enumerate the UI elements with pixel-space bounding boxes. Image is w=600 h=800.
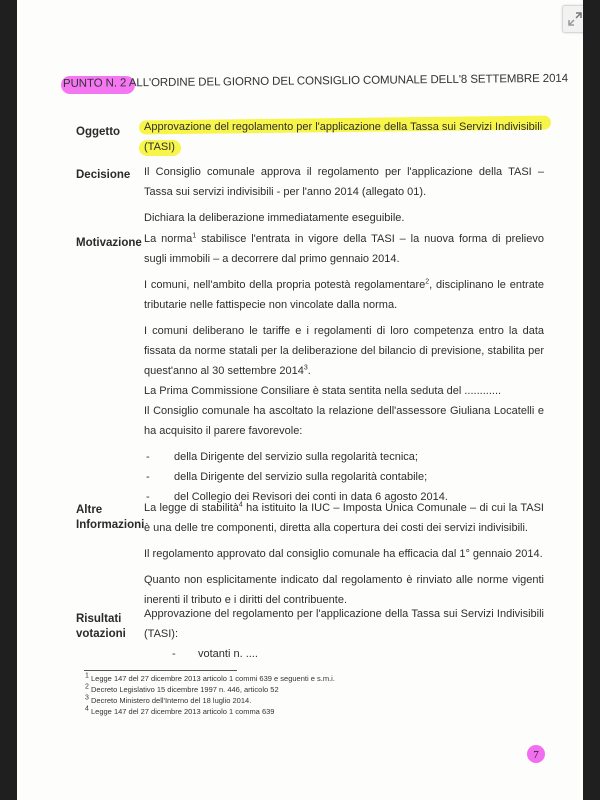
- decisione-paragraph-1: Il Consiglio comunale approva il regolamento per l'applicazione della TASI – Tassa sui servizi indivisibili - per l'anno 2014 (allegato 01).: [144, 166, 544, 198]
- list-dash: -: [146, 451, 150, 463]
- altre-paragraph-1: La legge di stabilità$^4$ ha istituito la IUC – Imposta Unica Comunale – di cui la TASI è una delle tre componenti, diretta alla copertura dei costi dei servizi indivisibili.: [144, 501, 544, 534]
- viewer-background-right: [583, 0, 600, 800]
- motivazione-paragraph-2: I comuni, nell'ambito della propria potestà regolamentare$^2$, disciplinano le entrate tributarie nelle fattispecie non vincolate dalla norma.: [144, 278, 544, 311]
- motivazione-paragraph-5: Il Consiglio comunale ha ascoltato la relazione dell'assessore Giuliana Locatelli e ha acquisito il parere favorevole:: [144, 405, 544, 437]
- footnote-ref-2[interactable]: 2: [425, 278, 430, 286]
- motivazione-paragraph-4: La Prima Commissione Consiliare è stata sentita nella seduta del ............: [144, 385, 502, 397]
- list-dash: -: [146, 471, 150, 483]
- label-decisione: Decisione: [76, 169, 131, 181]
- footnote-ref-4[interactable]: 4: [238, 501, 243, 509]
- oggetto-line2: (TASI): [144, 141, 175, 153]
- footnotes: [85, 673, 335, 717]
- footnote-3: $^3$ Decreto Ministero dell'Interno del 18 luglio 2014.: [85, 694, 252, 705]
- footnote-ref-1[interactable]: 1: [192, 232, 197, 240]
- parere-item-3: - del Collegio dei Revisori dei conti in data 6 agosto 2014.: [144, 487, 544, 507]
- agenda-item-title: [63, 73, 568, 90]
- footnote-1: $^1$ Legge 147 del 27 dicembre 2013 articolo 1 commi 639 e seguenti e s.m.i.: [85, 672, 335, 683]
- parere-item-1: - della Dirigente del servizio sulla regolarità tecnica;: [144, 447, 544, 467]
- footnote-separator: [84, 670, 237, 671]
- footnote-2: $^2$ Decreto Legislativo 15 dicembre 1997 n. 446, articolo 52: [85, 683, 279, 694]
- label-risultati-votazioni: Risultati votazioni: [76, 613, 126, 640]
- label-motivazione: Motivazione: [76, 237, 142, 249]
- altre-informazioni-text: [144, 498, 544, 616]
- motivazione-paragraph-1: La norma$^1$ stabilisce l'entrata in vigore della TASI – la nuova forma di prelievo sugli immobili – a decorrere dal primo gennaio 2014.: [144, 232, 544, 265]
- expand-arrows-icon: [566, 10, 583, 28]
- label-oggetto: Oggetto: [76, 126, 121, 138]
- footnote-4: $^4$ Legge 147 del 27 dicembre 2013 articolo 1 comma 639: [85, 705, 275, 716]
- altre-paragraph-2: Il regolamento approvato dal consiglio comunale ha efficacia dal 1° gennaio 2014.: [144, 548, 543, 560]
- oggetto-text: [144, 117, 564, 157]
- agenda-item-number: PUNTO N. 2: [62, 77, 127, 90]
- altre-paragraph-3: Quanto non esplicitamente indicato dal regolamento è rinviato alle norme vigenti inerenti il tributo e i diritti del contribuente.: [144, 574, 544, 606]
- footnote-ref-3[interactable]: 3: [303, 364, 308, 372]
- viewer-background-left: [0, 0, 17, 800]
- parere-item-2: - della Dirigente del servizio sulla regolarità contabile;: [144, 467, 544, 487]
- motivazione-paragraph-3: I comuni deliberano le tariffe e i regolamenti di loro competenza entro la data fissata da norme statali per la deliberazione del bilancio di previsione, stabilita per quest'anno al 30 settembre 2014$^3$.: [144, 325, 544, 377]
- page-number-badge: 7: [527, 745, 545, 763]
- fullscreen-button[interactable]: [562, 5, 583, 33]
- document-page: [17, 0, 583, 800]
- risultati-text: [144, 604, 544, 664]
- agenda-item-heading: ALL'ORDINE DEL GIORNO DEL CONSIGLIO COMUNALE DELL'8 SETTEMBRE 2014: [126, 72, 569, 90]
- decisione-paragraph-2: Dichiara la deliberazione immediatamente eseguibile.: [144, 212, 405, 224]
- decisione-text: [144, 162, 544, 234]
- votanti-item: - votanti n. ....: [144, 644, 544, 664]
- list-dash: -: [172, 648, 176, 660]
- list-dash: -: [146, 491, 150, 503]
- risultati-paragraph: Approvazione del regolamento per l'applicazione della Tassa sui Servizi Indivisibili (TASI):: [144, 608, 544, 640]
- motivazione-text: [144, 229, 544, 507]
- oggetto-line1: Approvazione del regolamento per l'applicazione della Tassa sui Servizi Indivisibili: [144, 121, 543, 133]
- label-altre-informazioni: Altre Informazioni: [76, 504, 145, 531]
